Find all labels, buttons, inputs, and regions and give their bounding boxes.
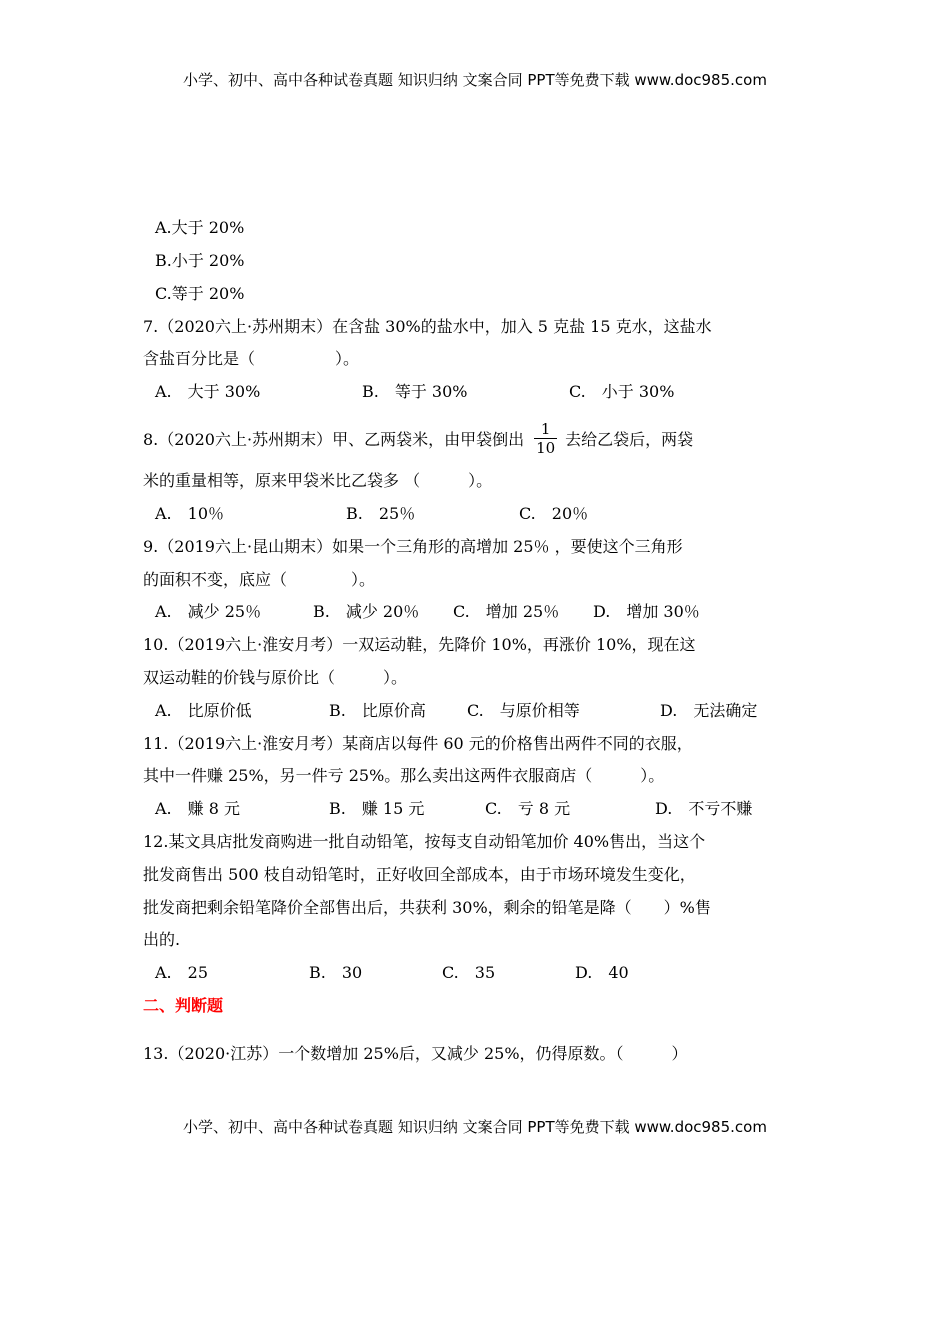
q6-option-a: A.大于 20%	[155, 218, 245, 237]
q12-option-a: A. 25	[155, 963, 209, 982]
q11-option-a: A. 赚 8 元	[155, 799, 240, 818]
q9-option-b: B. 减少 20％	[313, 602, 420, 621]
q12-option-b: B. 30	[309, 963, 363, 982]
q7-stem-line2: 含盐百分比是（ ）。	[143, 349, 360, 368]
q11-option-b: B. 赚 15 元	[329, 799, 425, 818]
q12-stem-line4: 出的.	[143, 930, 181, 949]
q12-option-c: C. 35	[442, 963, 496, 982]
q10-option-a: A. 比原价低	[155, 701, 252, 720]
q9-option-a: A. 减少 25％	[155, 602, 262, 621]
q9-stem-line2: 的面积不变，底应（ ）。	[143, 570, 376, 589]
q8-stem-line1	[143, 422, 693, 459]
q12-stem-line2: 批发商售出 500 枝自动铅笔时，正好收回全部成本，由于市场环境发生变化，	[143, 865, 696, 884]
q7-option-a: A. 大于 30%	[155, 382, 261, 401]
q11-option-d: D. 不亏不赚	[655, 799, 753, 818]
q10-option-b: B. 比原价高	[329, 701, 426, 720]
q13-stem-line1: 13.（2020·江苏）一个数增加 25%后，又减少 25%，仍得原数。（ ）	[143, 1044, 688, 1063]
q10-stem-line2: 双运动鞋的价钱与原价比（ ）。	[143, 668, 408, 687]
q8-fraction	[534, 420, 557, 457]
q11-option-c: C. 亏 8 元	[485, 799, 571, 818]
section-title-judgement: 二、判断题	[143, 996, 224, 1015]
q8-stem-line2: 米的重量相等，原来甲袋米比乙袋多 （ ）。	[143, 471, 493, 490]
q11-stem-line1: 11.（2019六上·淮安月考）某商店以每件 60 元的价格售出两件不同的衣服，	[143, 734, 693, 753]
q7-stem-line1: 7.（2020六上·苏州期末）在含盐 30%的盐水中，加入 5 克盐 15 克水，这盐水	[143, 317, 712, 336]
q6-option-c: C.等于 20%	[155, 284, 245, 303]
q11-stem-line2: 其中一件赚 25%，另一件亏 25%。那么卖出这两件衣服商店（ ）。	[143, 766, 665, 785]
q8-option-b: B. 25％	[346, 504, 416, 523]
q9-option-d: D. 增加 30％	[593, 602, 700, 621]
q8-stem-pre: 8.（2020六上·苏州期末）甲、乙两袋米，由甲袋倒出	[143, 430, 525, 449]
q10-option-c: C. 与原价相等	[467, 701, 580, 720]
q10-option-d: D. 无法确定	[660, 701, 758, 720]
q9-stem-line1: 9.（2019六上·昆山期末）如果一个三角形的高增加 25％ ，要使这个三角形	[143, 537, 683, 556]
q8-fraction-denominator: 10	[536, 439, 556, 457]
q8-option-c: C. 20％	[519, 504, 589, 523]
page-footer: 小学、初中、高中各种试卷真题 知识归纳 文案合同 PPT等免费下载 www.doc985.com	[183, 1118, 767, 1136]
q7-option-c: C. 小于 30%	[569, 382, 675, 401]
q12-stem-line3: 批发商把剩余铅笔降价全部售出后，共获利 30%，剩余的铅笔是降（ ）%售	[143, 898, 711, 917]
q8-option-a: A. 10％	[155, 504, 225, 523]
page-header: 小学、初中、高中各种试卷真题 知识归纳 文案合同 PPT等免费下载 www.doc985.com	[183, 71, 767, 89]
q6-option-b: B.小于 20%	[155, 251, 245, 270]
q12-stem-line1: 12.某文具店批发商购进一批自动铅笔，按每支自动铅笔加价 40%售出，当这个	[143, 832, 706, 851]
q8-fraction-numerator: 1	[540, 420, 551, 438]
q10-stem-line1: 10.（2019六上·淮安月考）一双运动鞋，先降价 10%，再涨价 10%，现在这	[143, 635, 696, 654]
q9-option-c: C. 增加 25％	[453, 602, 560, 621]
q8-stem-post: 去给乙袋后，两袋	[565, 430, 694, 449]
q12-option-d: D. 40	[575, 963, 629, 982]
q7-option-b: B. 等于 30%	[362, 382, 468, 401]
